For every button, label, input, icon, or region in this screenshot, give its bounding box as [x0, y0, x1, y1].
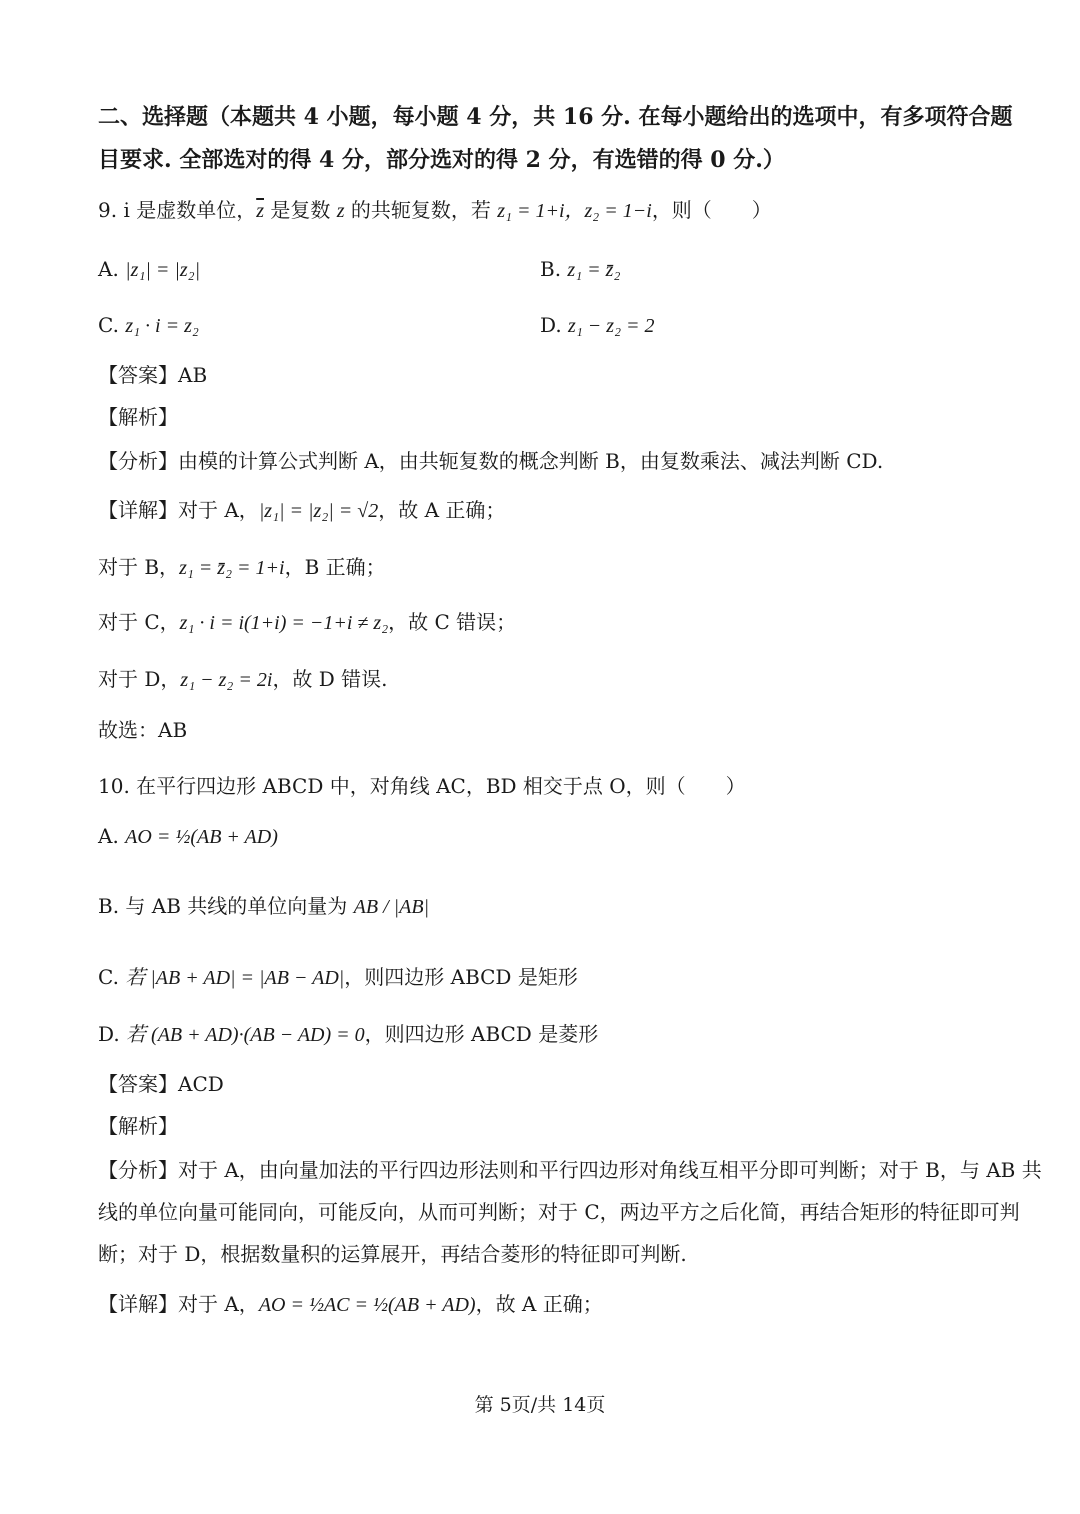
detail-post: ，B 正确； — [284, 555, 386, 579]
option-label: B. — [540, 257, 562, 281]
answer-tag: 【答案】 — [98, 1072, 178, 1096]
page-footer: 第 5页/共 14页 — [474, 1394, 606, 1416]
answer-value: AB — [178, 363, 208, 387]
detail-math: z₁ − z₂ = 2i — [180, 669, 273, 691]
option-math: 若 |AB + AD| = |AB − AD| — [125, 967, 345, 989]
q9-stem-suffix: ，则（ ） — [651, 198, 772, 222]
option-label: B. — [98, 894, 120, 918]
q9-detail-b — [98, 555, 386, 580]
q9-stem-mid2: 的共轭复数，若 — [344, 198, 498, 222]
q9-option-d — [540, 313, 655, 338]
q10-answer — [98, 1072, 224, 1096]
detail-pre: 对于 B， — [98, 555, 180, 579]
fenxi-text: 对于 A，由向量加法的平行四边形法则和平行四边形对角线互相平分即可判断；对于 B，与 AB 共 — [178, 1158, 1042, 1182]
option-math: 若 (AB + AD)·(AB − AD) = 0 — [126, 1024, 365, 1046]
q9-stem — [98, 198, 772, 223]
q9-option-c — [98, 313, 199, 338]
detail-math: z₁ = z̄₂ = 1+i — [179, 557, 285, 579]
xiangjie-math: |z₁| = |z₂| = √2 — [258, 500, 379, 522]
q10-option-a — [98, 824, 278, 849]
option-label: A. — [98, 257, 119, 281]
option-math: AB / |AB| — [353, 896, 430, 918]
q10-stem: 10. 在平行四边形 ABCD 中，对角线 AC，BD 相交于点 O，则（ ） — [98, 774, 746, 798]
option-text: ，则四边形 ABCD 是菱形 — [364, 1022, 599, 1046]
section-heading-line-1: 二、选择题（本题共 4 小题，每小题 4 分，共 16 分. 在每小题给出的选项中，有多项符合题 — [98, 104, 1013, 130]
option-text: ，则四边形 ABCD 是矩形 — [344, 965, 578, 989]
q9-xiangjie — [98, 498, 505, 523]
xiangjie-post: ，故 A 正确； — [378, 498, 506, 522]
q10-fenxi-line-1 — [98, 1158, 1042, 1182]
q10-fenxi-line-3: 断；对于 D，根据数量积的运算展开，再结合菱形的特征即可判断. — [98, 1242, 687, 1266]
q9-answer — [98, 363, 207, 387]
q10-jiexi: 【解析】 — [98, 1114, 178, 1138]
q10-option-c — [98, 965, 578, 990]
option-label: C. — [98, 965, 119, 989]
xiangjie-pre: 对于 A， — [178, 498, 259, 522]
fenxi-text: 由模的计算公式判断 A，由共轭复数的概念判断 B，由复数乘法、减法判断 CD. — [178, 449, 884, 473]
option-label: C. — [98, 313, 119, 337]
q9-zbar: $\overline{z}$ — [256, 200, 264, 222]
q9-condition: z₁ = 1+i，z₂ = 1−i — [497, 200, 652, 222]
option-math: AO = ½(AB + AD) — [125, 826, 278, 848]
xiangjie-tag: 【详解】 — [98, 498, 178, 522]
option-math: z₁ − z₂ = 2 — [568, 315, 655, 337]
answer-value: ACD — [178, 1072, 224, 1096]
xiangjie-post: ，故 A 正确； — [475, 1292, 603, 1316]
section-heading-line-2: 目要求. 全部选对的得 4 分，部分选对的得 2 分，有选错的得 0 分.） — [98, 147, 785, 173]
q9-final-answer: 故选：AB — [98, 718, 188, 742]
q9-detail-d — [98, 667, 388, 692]
detail-post: ，故 D 错误. — [272, 667, 388, 691]
q10-xiangjie — [98, 1292, 603, 1317]
xiangjie-math: AO = ½AC = ½(AB + AD) — [258, 1294, 476, 1316]
fenxi-tag: 【分析】 — [98, 1158, 178, 1182]
option-label: D. — [540, 313, 562, 337]
q9-stem-mid: 是复数 — [264, 198, 337, 222]
answer-tag: 【答案】 — [98, 363, 178, 387]
q10-option-d — [98, 1022, 598, 1047]
option-label: D. — [98, 1022, 120, 1046]
q10-fenxi-line-2: 线的单位向量可能同向，可能反向，从而可判断；对于 C，两边平方之后化简，再结合矩形的特征即可判 — [98, 1200, 1020, 1224]
fenxi-tag: 【分析】 — [98, 449, 178, 473]
q9-stem-prefix: 9. i 是虚数单位， — [98, 198, 257, 222]
option-text: 与 AB 共线的单位向量为 — [125, 894, 348, 918]
option-math: z₁ · i = z₂ — [125, 315, 199, 337]
detail-post: ，故 C 错误； — [388, 610, 517, 634]
q10-option-b — [98, 894, 429, 919]
q9-jiexi: 【解析】 — [98, 405, 178, 429]
option-label: A. — [98, 824, 119, 848]
option-math: |z₁| = |z₂| — [125, 259, 201, 281]
q9-detail-c — [98, 610, 516, 635]
detail-pre: 对于 D， — [98, 667, 181, 691]
q9-option-a — [98, 257, 200, 282]
xiangjie-pre: 对于 A， — [178, 1292, 259, 1316]
xiangjie-tag: 【详解】 — [98, 1292, 178, 1316]
detail-math: z₁ · i = i(1+i) = −1+i ≠ z₂ — [179, 612, 389, 634]
q9-option-b — [540, 257, 620, 282]
q9-fenxi — [98, 449, 883, 473]
detail-pre: 对于 C， — [98, 610, 180, 634]
q9-z: z — [336, 200, 345, 222]
option-math: z₁ = z̄₂ — [567, 259, 621, 281]
